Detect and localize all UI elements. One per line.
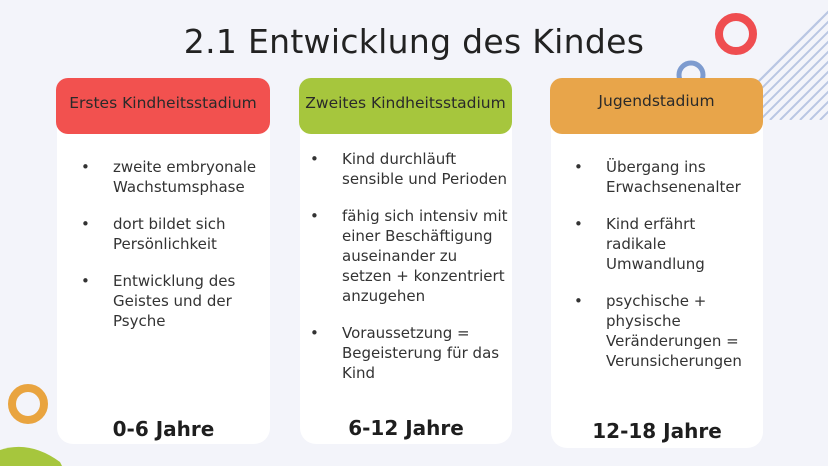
orange-ring-decoration [4,380,52,428]
stage-header-3: Jugendstadium [550,78,763,134]
list-item: • Kind durchläuft sensible und Perioden [310,149,508,189]
stage-content-2 [300,134,512,444]
list-item: • Übergang ins Erwachsenenalter [574,157,754,197]
green-shape-decoration [0,440,70,466]
stage-bullet-list-2 [310,149,508,400]
stage-header-2: Zweites Kindheitsstadium [299,78,512,134]
slide-title: 2.1 Entwicklung des Kindes [183,22,645,61]
list-item: • Kind erfährt radikale Umwandlung [574,214,754,274]
age-range-1: 0-6 Jahre [112,417,215,441]
age-range-2: 6-12 Jahre [348,416,464,440]
stage-bullet-list-1 [81,157,261,348]
list-item: • psychische + physische Veränderungen = Verunsicherungen [574,291,754,371]
list-item: • zweite embryonale Wachstumsphase [81,157,261,197]
stage-content-3 [551,134,763,448]
stage-content-1 [57,134,270,444]
list-item: • dort bildet sich Persönlichkeit [81,214,261,254]
age-range-3: 12-18 Jahre [592,419,722,443]
stage-header-1: Erstes Kindheitsstadium [56,78,270,134]
stage-bullet-list-3 [574,157,754,388]
list-item: • Entwicklung des Geistes und der Psyche [81,271,261,331]
list-item: • Voraussetzung = Begeisterung für das Kind [310,323,508,383]
list-item: • fähig sich intensiv mit einer Beschäftigung auseinander zu setzen + konzentriert anzugehen [310,206,508,306]
